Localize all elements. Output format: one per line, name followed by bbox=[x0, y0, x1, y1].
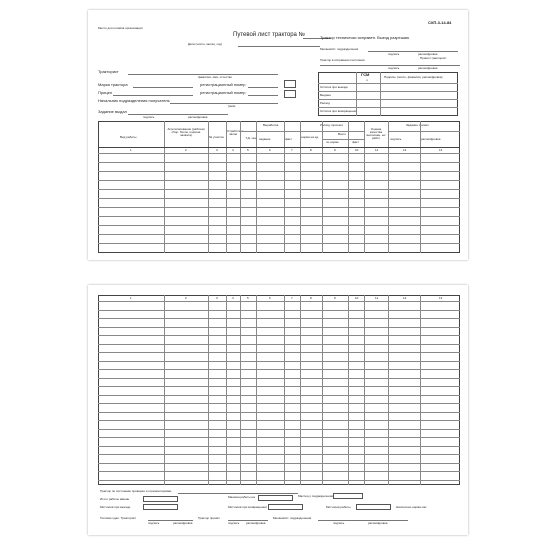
col-work-type: Вид работы bbox=[120, 135, 137, 139]
footer-box-5 bbox=[268, 504, 303, 510]
col-fuel-fact: факт bbox=[352, 140, 359, 144]
footer-box-4 bbox=[143, 504, 178, 510]
trailer-label: Прицеп bbox=[98, 90, 112, 95]
fuel-row-line-4 bbox=[318, 107, 458, 108]
work-row-line-9 bbox=[98, 234, 460, 235]
document-title: Путевой лист трактора № bbox=[233, 32, 305, 38]
footer-box-2 bbox=[258, 495, 293, 501]
back-col-line-2 bbox=[208, 295, 209, 485]
work-row-line-5 bbox=[98, 198, 460, 199]
footer-master: Мастер-у подразделения bbox=[298, 494, 333, 498]
back-row-line-19 bbox=[98, 463, 460, 464]
footer-decoding-caption-3: расшифровка bbox=[368, 521, 388, 525]
col-task-accept: Задание принял bbox=[406, 123, 429, 127]
fuel-row-1: Остаток при выезде bbox=[320, 85, 348, 89]
work-row-line-4 bbox=[98, 189, 460, 190]
back-row-line-6 bbox=[98, 352, 460, 353]
back-col-number-12: 12 bbox=[403, 295, 407, 300]
fuel-row-3: Расход bbox=[320, 101, 330, 105]
reg-box-2 bbox=[284, 90, 296, 98]
work-row-line-6 bbox=[98, 207, 460, 208]
back-col-number-13: 13 bbox=[439, 295, 443, 300]
work-row-line-8 bbox=[98, 225, 460, 226]
decoding-caption: расшифровка bbox=[418, 52, 438, 56]
back-col-line-11 bbox=[388, 295, 389, 485]
back-row-line-8 bbox=[98, 369, 460, 370]
back-work-table bbox=[98, 295, 460, 485]
back-col-line-3 bbox=[226, 295, 227, 485]
trailer-reg-label: регистрационный номер bbox=[200, 90, 246, 95]
tractor-driver-label: Тракторист bbox=[98, 69, 119, 74]
back-row-line-13 bbox=[98, 412, 460, 413]
fuel-row-2: Выдано bbox=[320, 93, 331, 97]
footer-decoding-caption: расшифровка bbox=[173, 521, 193, 525]
footer-machine-work: Машина работы на bbox=[228, 495, 255, 499]
col-number-1: 1 bbox=[130, 147, 132, 152]
decoding-caption-2: расшифровка bbox=[418, 66, 438, 70]
footer-total-work: Итого работы машин bbox=[100, 497, 130, 501]
col-plan: задание bbox=[259, 137, 271, 141]
back-row-line-3 bbox=[98, 327, 460, 328]
waybill-back-sheet bbox=[88, 285, 468, 535]
date-line bbox=[238, 46, 320, 47]
back-col-number-3: 3 bbox=[216, 295, 218, 300]
back-col-number-4: 4 bbox=[232, 295, 234, 300]
col-plot-number: № участка bbox=[209, 135, 224, 139]
trailer-reg-line bbox=[248, 95, 278, 96]
footer-norm-hours: Начислено норма-час bbox=[396, 505, 427, 509]
work-row-line-10 bbox=[98, 243, 460, 244]
col-number-7: 7 bbox=[291, 147, 293, 152]
signature-caption-2: подпись bbox=[388, 66, 400, 70]
footer-checked: Трактор по состоянию проверен и отремонтирован bbox=[100, 489, 172, 493]
task-sign-caption: подпись bbox=[143, 115, 155, 119]
trailer-line bbox=[113, 95, 193, 96]
col-decoding: расшифровка bbox=[421, 137, 441, 141]
fuel-row-line-3 bbox=[318, 99, 458, 100]
fuel-header-line bbox=[300, 131, 364, 132]
col-number-10: 10 bbox=[355, 147, 359, 152]
footer-box-3 bbox=[333, 493, 363, 499]
back-col-number-11: 11 bbox=[375, 295, 379, 300]
back-row-line-16 bbox=[98, 437, 460, 438]
back-row-line-17 bbox=[98, 446, 460, 447]
back-col-number-7: 7 bbox=[291, 295, 293, 300]
total-header-line bbox=[322, 139, 364, 140]
footer-decoding-caption-2: расшифровка bbox=[246, 521, 266, 525]
back-row-line-7 bbox=[98, 361, 460, 362]
col-quality: Оценка качества выполнен. ых работ bbox=[366, 127, 386, 140]
col-fact: факт bbox=[285, 137, 292, 141]
tech-ok-label: Трактор технически исправен. Выезд разрешаю bbox=[320, 35, 410, 40]
signature-caption: подпись bbox=[388, 52, 400, 56]
back-col-number-8: 8 bbox=[310, 295, 312, 300]
back-row-line-20 bbox=[98, 471, 460, 472]
tractor-returned-label: Трактор в исправном состоянии bbox=[320, 58, 365, 62]
date-label: Дата (число, месяц, год) bbox=[188, 42, 222, 46]
back-col-number-5: 5 bbox=[247, 295, 249, 300]
back-row-line-14 bbox=[98, 420, 460, 421]
name-caption: фамилия, имя, отчество bbox=[198, 75, 232, 79]
tractor-accepted-label: Принял тракторист bbox=[420, 56, 447, 60]
back-col-line-1 bbox=[164, 295, 165, 485]
col-number-11: 11 bbox=[375, 147, 379, 152]
dept-line bbox=[170, 103, 278, 104]
col-aggregation: Агрегатирование (рабочая сбор. битов, ширина захвата) bbox=[167, 127, 205, 137]
fuel-row-line-1 bbox=[318, 83, 458, 84]
col-number-9: 9 bbox=[334, 147, 336, 152]
mechanic-label: Механик/ст. подразделения bbox=[320, 47, 359, 51]
brand-label: Марка трактора bbox=[98, 82, 128, 87]
footer-line-4 bbox=[318, 520, 408, 521]
reg-line bbox=[248, 87, 278, 88]
work-row-line-1 bbox=[98, 162, 460, 163]
back-row-line-2 bbox=[98, 318, 460, 319]
col-by-norm: по норме bbox=[326, 140, 339, 144]
back-row-line-5 bbox=[98, 344, 460, 345]
fuel-col-sign: Подпись (число, фамилия, расшифровка) bbox=[384, 75, 443, 79]
form-code: СХП-3-14-84 bbox=[428, 20, 452, 25]
back-col-line-4 bbox=[240, 295, 241, 485]
mechanic-line bbox=[368, 51, 458, 52]
task-label: Задание выдал bbox=[98, 109, 127, 114]
dept-caption: (имя) bbox=[228, 104, 236, 108]
back-col-number-6: 6 bbox=[269, 295, 271, 300]
col-norm-unit: норма на ед. bbox=[301, 135, 319, 139]
col-total: Всего bbox=[338, 132, 346, 136]
back-col-number-9: 9 bbox=[334, 295, 336, 300]
footer-sign-caption-2: подпись bbox=[228, 521, 240, 525]
reg-number-label: регистрационный номер bbox=[200, 82, 246, 87]
work-row-line-3 bbox=[98, 180, 460, 181]
task-decoding-caption: расшифровка bbox=[188, 115, 208, 119]
back-row-line-15 bbox=[98, 429, 460, 430]
back-row-line-12 bbox=[98, 403, 460, 404]
back-row-line-1 bbox=[98, 310, 460, 311]
col-signature: подпись bbox=[390, 137, 402, 141]
fuel-row-line-2 bbox=[318, 91, 458, 92]
footer-sign-caption: подпись bbox=[148, 521, 160, 525]
back-col-line-5 bbox=[256, 295, 257, 485]
col-number-6: 6 bbox=[269, 147, 271, 152]
footer-mechanic: Механик/ст. подразделения bbox=[273, 516, 312, 520]
col-hours: Отработано часов bbox=[227, 129, 244, 136]
reg-box-1 bbox=[284, 80, 296, 88]
col-number-12: 12 bbox=[403, 147, 407, 152]
accept-header-line bbox=[388, 131, 460, 132]
org-stamp-label: Место для штампа организации bbox=[98, 26, 143, 30]
output-header-line bbox=[240, 131, 300, 132]
back-row-line-4 bbox=[98, 335, 460, 336]
back-col-line-9 bbox=[348, 295, 349, 485]
footer-hours-work: Мотчасов работы bbox=[326, 505, 351, 509]
fuel-table-title: ГСМ bbox=[361, 72, 370, 77]
back-row-line-21 bbox=[98, 480, 460, 481]
fuel-col-liters: л bbox=[366, 78, 368, 82]
number-row-bottom bbox=[98, 153, 460, 154]
back-col-line-8 bbox=[322, 295, 323, 485]
back-col-number-10: 10 bbox=[355, 295, 359, 300]
back-row-line-11 bbox=[98, 395, 460, 396]
col-output: Выработка bbox=[263, 123, 279, 127]
col-number-2: 2 bbox=[185, 147, 187, 152]
footer-box-1 bbox=[143, 496, 178, 502]
col-number-3: 3 bbox=[216, 147, 218, 152]
back-col-line-6 bbox=[284, 295, 285, 485]
back-col-number-2: 2 bbox=[185, 295, 187, 300]
col-number-4: 4 bbox=[232, 147, 234, 152]
waybill-front-sheet bbox=[88, 10, 468, 260]
footer-box-6 bbox=[356, 504, 391, 510]
work-row-line-7 bbox=[98, 216, 460, 217]
footer-tractor-accepted: Трактор принял bbox=[198, 516, 220, 520]
footer-sign-caption-3: подпись bbox=[333, 521, 345, 525]
col-fuel-consumption: Расход горючего bbox=[320, 123, 344, 127]
fuel-col-divider-2 bbox=[380, 72, 381, 116]
back-col-line-7 bbox=[300, 295, 301, 485]
col-number-8: 8 bbox=[310, 147, 312, 152]
back-col-number-1: 1 bbox=[130, 295, 132, 300]
back-row-line-18 bbox=[98, 454, 460, 455]
back-row-line-10 bbox=[98, 386, 460, 387]
work-row-line-2 bbox=[98, 171, 460, 172]
footer-line-1 bbox=[178, 493, 298, 494]
back-col-line-12 bbox=[420, 295, 421, 485]
footer-fuel-handed: Топливо сдал. Тракторист bbox=[100, 516, 137, 520]
brand-line bbox=[133, 87, 193, 88]
footer-hours-return: Мотчасов при возвращении bbox=[228, 505, 267, 509]
col-unit: Т.Д. чем bbox=[245, 136, 257, 140]
col-number-13: 13 bbox=[439, 147, 443, 152]
fuel-row-4: Остаток при возвращении bbox=[320, 109, 357, 113]
dept-head-label: Начальник подразделения получатель bbox=[98, 98, 170, 103]
back-number-row-bottom bbox=[98, 301, 460, 302]
back-col-line-10 bbox=[364, 295, 365, 485]
back-row-line-9 bbox=[98, 378, 460, 379]
col-number-5: 5 bbox=[247, 147, 249, 152]
footer-hours-depart: Мотчасов при выезде bbox=[100, 505, 131, 509]
